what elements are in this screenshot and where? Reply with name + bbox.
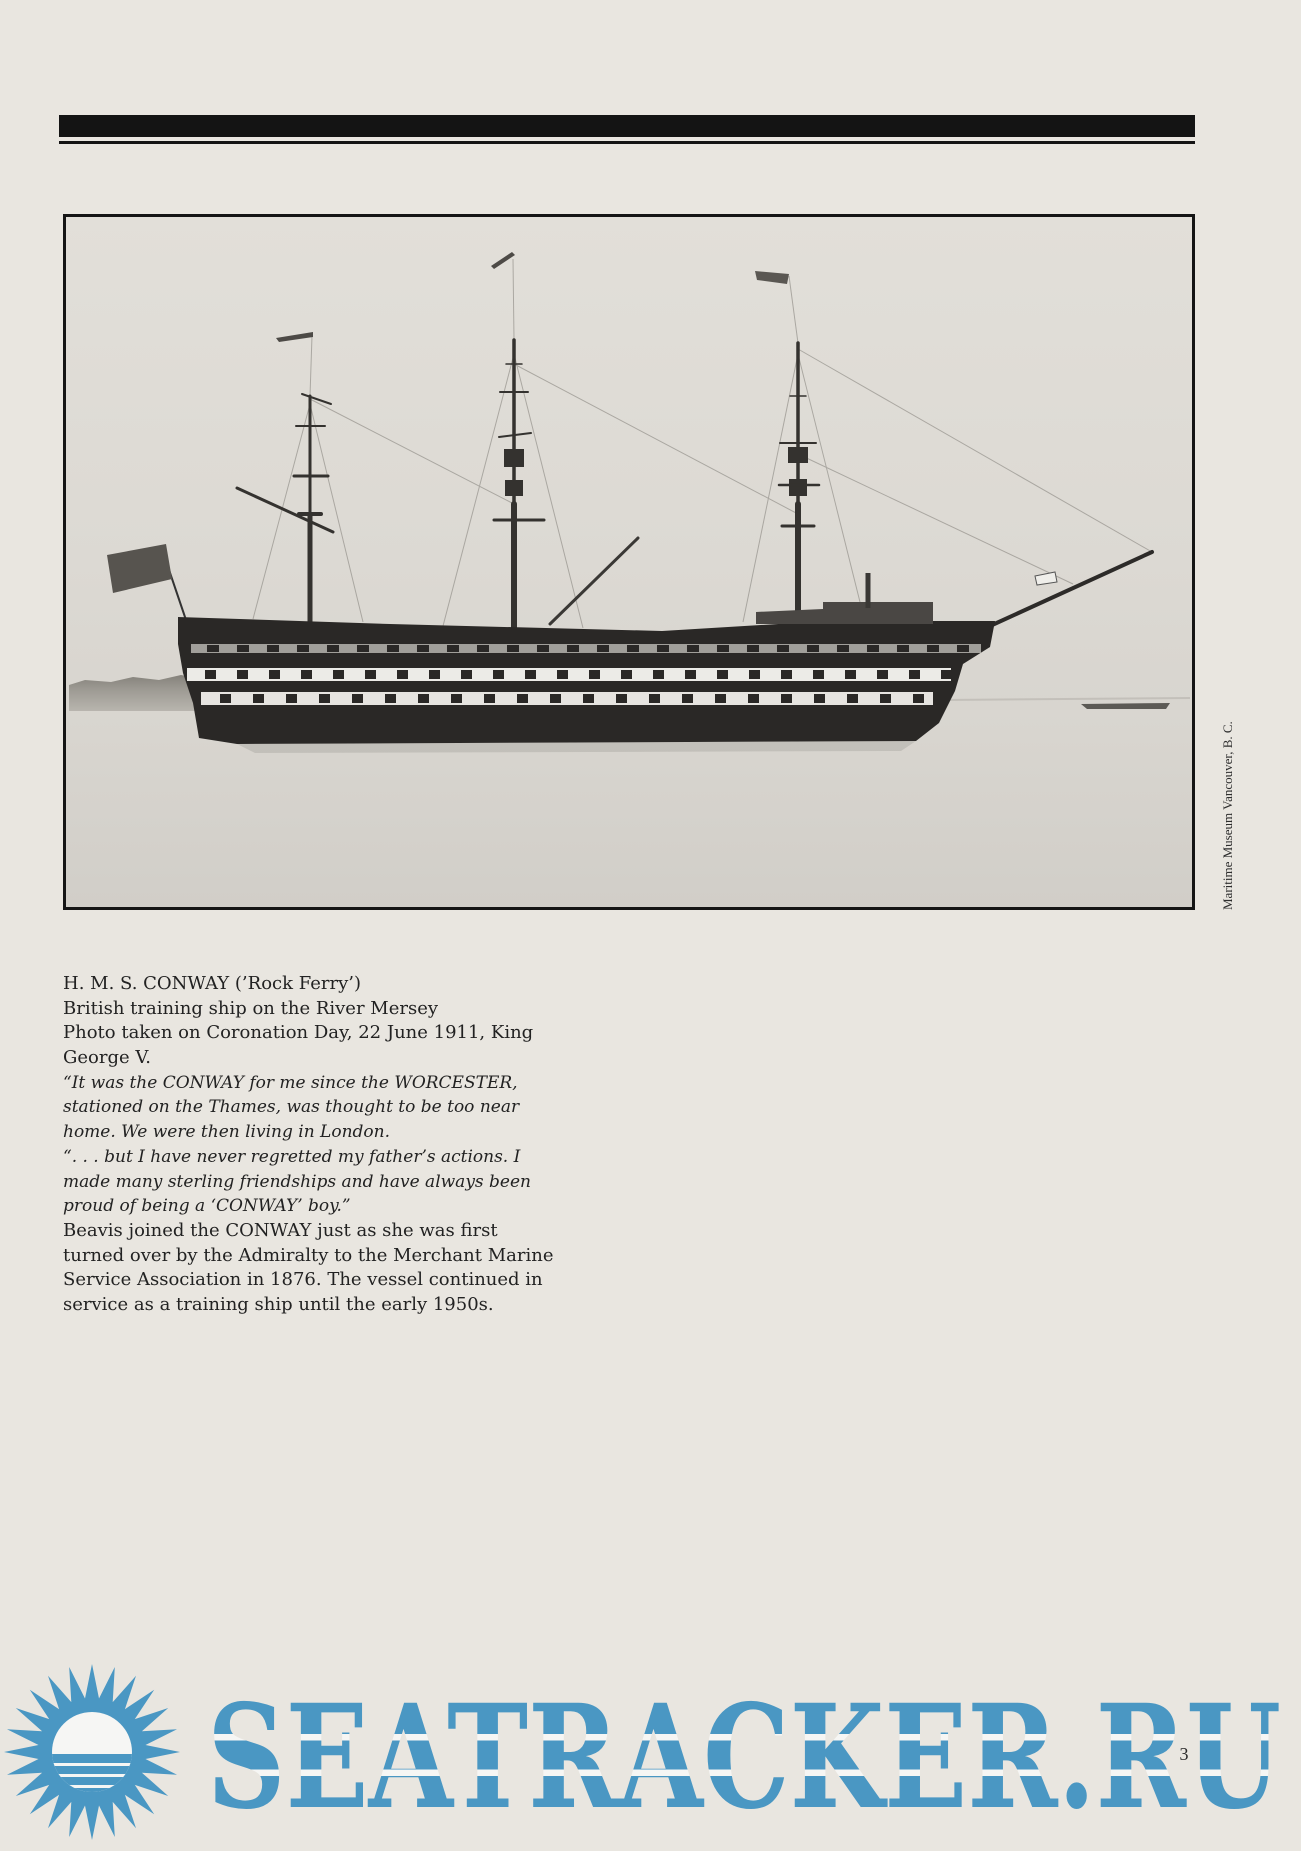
quote-line: made many sterling friendships and have always been [63,1171,531,1192]
caption-intro [63,972,683,1071]
ship-photo [66,217,1192,907]
quote-line: proud of being a ‘CONWAY’ boy.” [63,1196,351,1217]
quote-line: “It was the CONWAY for me since the WORCESTER, [63,1072,518,1093]
quote-line: stationed on the Thames, was thought to be too near [63,1097,520,1118]
gunport-row-lower [201,692,933,705]
gunport-row-upper [187,668,951,681]
quote-line: “. . . but I have never regretted my father’s actions. I [63,1146,521,1167]
caption-line: British training ship on the River Mersey [63,997,439,1019]
caption-line: Photo taken on Coronation Day, 22 June 1911, King [63,1022,534,1044]
sun-icon [4,1664,180,1840]
top-rule-thick [59,115,1195,137]
note-line: Service Association in 1876. The vessel continued in [63,1269,543,1291]
note-line: service as a training ship until the early 1950s. [63,1293,494,1315]
rowboat [1081,703,1170,709]
watermark-text: SEATRACKER.RU [207,1673,1281,1841]
top-rule-thin [59,141,1195,144]
caption-line: George V. [63,1047,151,1069]
page-number: 3 [1179,1744,1189,1764]
note-line: Beavis joined the CONWAY just as she was first [63,1219,498,1241]
note-line: turned over by the Admiralty to the Merchant Marine [63,1244,554,1266]
photo-credit: Maritime Museum Vancouver, B. C. [1220,721,1235,910]
caption [63,972,683,1318]
caption-quote [63,1071,683,1219]
quote-line: home. We were then living in London. [63,1122,391,1143]
photo-frame [63,214,1195,910]
watermark [0,1650,1301,1851]
gunport-row-top [191,644,981,653]
caption-note [63,1219,683,1318]
caption-title: H. M. S. CONWAY (’Rock Ferry’) [63,973,362,994]
